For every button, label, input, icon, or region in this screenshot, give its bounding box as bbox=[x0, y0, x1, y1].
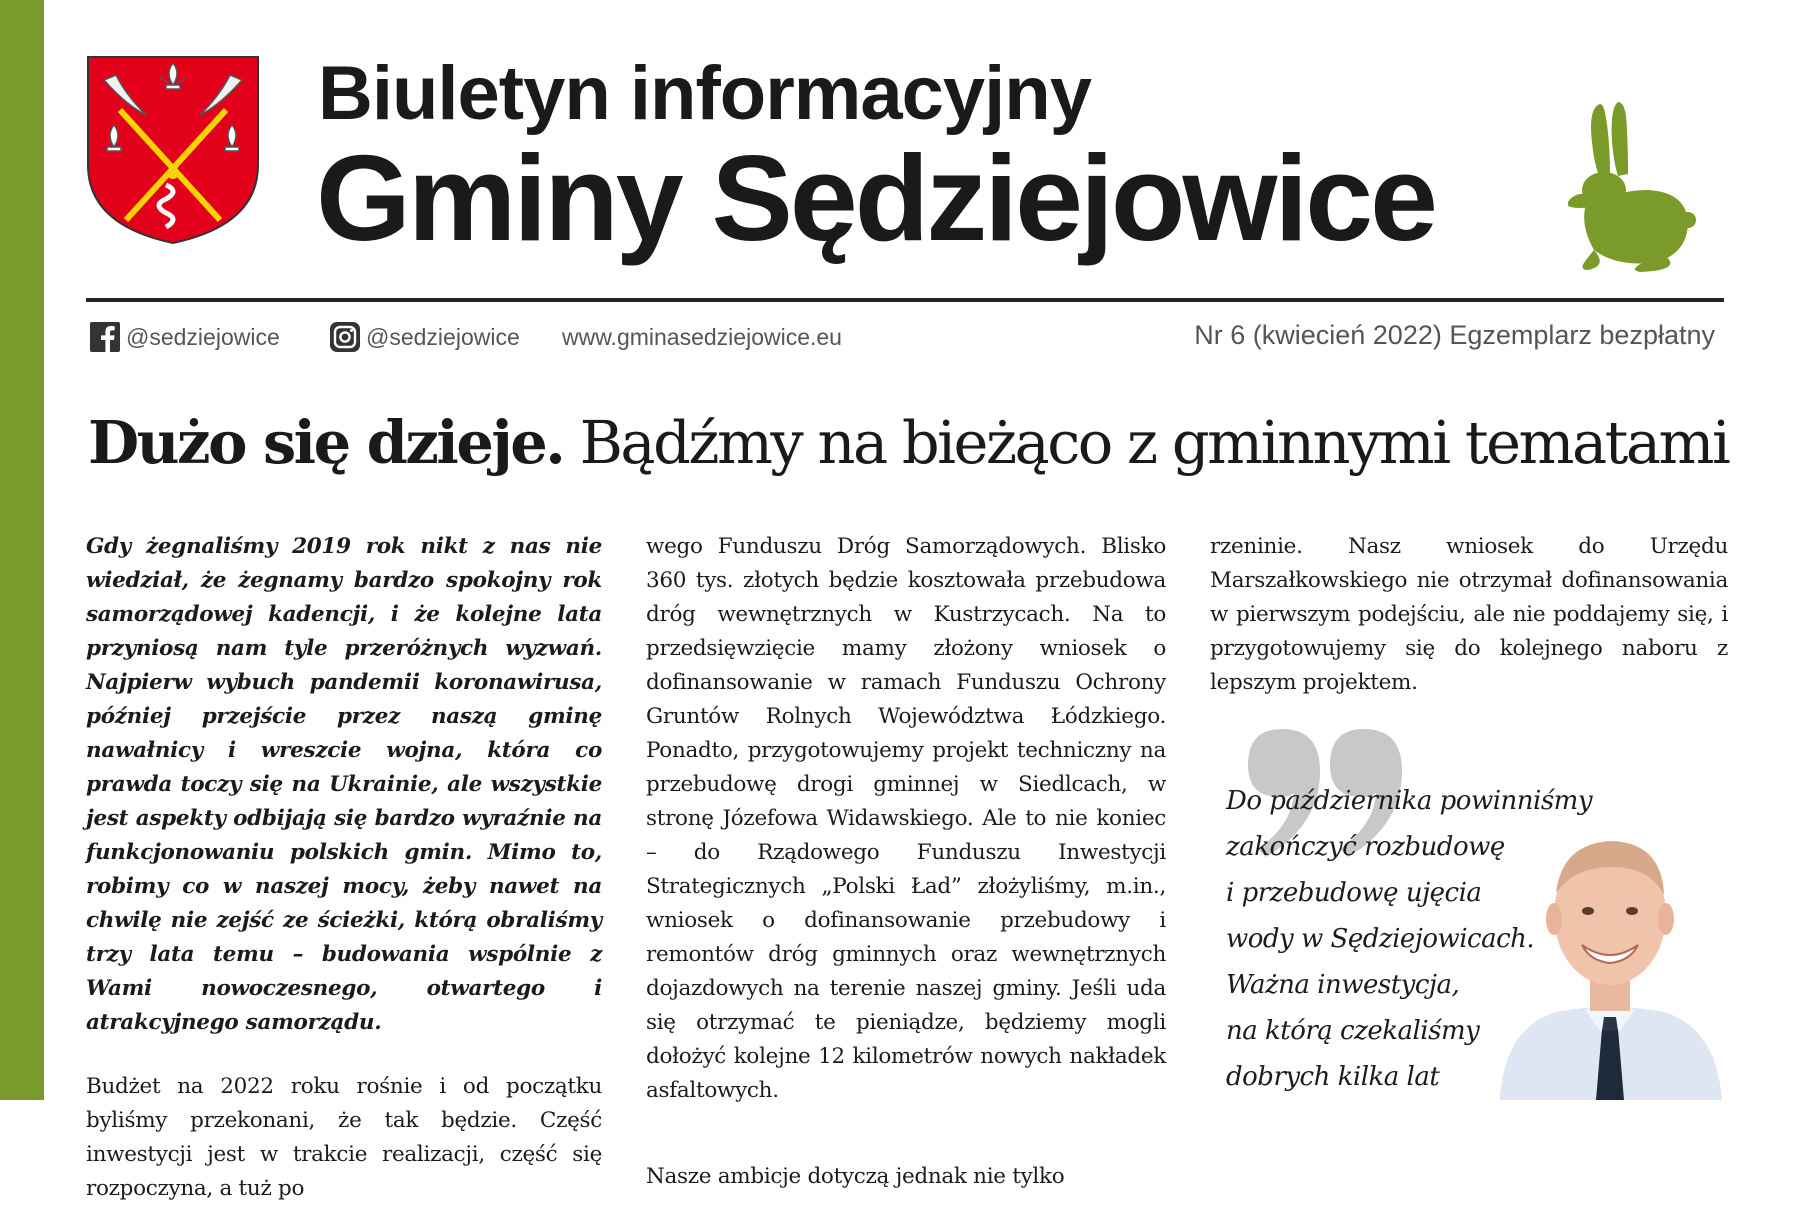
pull-quote-line: Do października powinniśmy bbox=[1226, 786, 1593, 816]
article-column-3 bbox=[1210, 530, 1728, 700]
pull-quote-line: dobrych kilka lat bbox=[1226, 1062, 1440, 1092]
pull-quote-line: wody w Sędziejowicach. bbox=[1226, 924, 1535, 954]
article-paragraph: wego Funduszu Dróg Samorządowych. Blisko 360 tys. złotych będzie kosztowała przebudowa dróg wewnętrznych w Kustrzycach. Na to przedsięwzięcie mamy złożony wniosek o dofinansowanie w ramach Funduszu Ochrony Gruntów Rolnych Województwa Łódzkiego. Ponadto, przygotowujemy projekt techniczny na przebudowę drogi gminnej w Siedlcach, w stronę Józefowa Widawskiego. Ale to nie koniec – do Rządowego Funduszu Inwestycji Strategicznych „Polski Ład” złożyliśmy, m.in., wniosek o dofinansowanie przebudowy i remontów dróg gminnych oraz wewnętrznych dojazdowych na terenie naszej gminy. Jeśli uda się otrzymać te pieniądze, będziemy mogli dołożyć kolejne 12 kilometrów nowych nakładek asfaltowych. bbox=[646, 534, 1166, 1103]
facebook-icon bbox=[90, 322, 120, 352]
bulletin-title: Biuletyn informacyjny bbox=[318, 51, 1091, 136]
article-column-1 bbox=[86, 530, 602, 1206]
article-paragraph: Budżet na 2022 roku rośnie i od początku byliśmy przekonani, że tak będzie. Część inwestycji jest w trakcie realizacji, część się rozpoczyna, a tuż po bbox=[86, 1074, 602, 1201]
accent-bar bbox=[0, 0, 44, 1100]
hare-icon bbox=[1548, 102, 1696, 274]
header-divider bbox=[86, 298, 1724, 302]
headline-bold: Dużo się dzieje. bbox=[88, 408, 564, 477]
facebook-handle: @sedziejowice bbox=[126, 323, 280, 350]
coat-of-arms-icon bbox=[86, 55, 260, 245]
instagram-handle: @sedziejowice bbox=[366, 323, 520, 350]
pull-quote-line: zakończyć rozbudowę bbox=[1226, 832, 1505, 862]
pull-quote-line: na którą czekaliśmy bbox=[1226, 1016, 1480, 1046]
portrait-photo bbox=[1490, 815, 1730, 1100]
pull-quote-line: Ważna inwestycja, bbox=[1226, 970, 1460, 1000]
article-headline bbox=[88, 408, 1748, 477]
instagram-link[interactable] bbox=[330, 320, 520, 354]
municipality-title: Gminy Sędziejowice bbox=[316, 130, 1435, 266]
facebook-link[interactable] bbox=[90, 320, 280, 354]
pull-quote-line: i przebudowę ujęcia bbox=[1226, 878, 1482, 908]
website-link[interactable]: www.gminasedziejowice.eu bbox=[562, 323, 842, 350]
article-column-2 bbox=[646, 530, 1166, 1194]
article-lead: Gdy żegnaliśmy 2019 rok nikt z nas nie wiedział, że żegnamy bardzo spokojny rok samorządowej kadencji, i że kolejne lata przyniosą nam tyle przeróżnych wyzwań. Najpierw wybuch pandemii koronawirusa, później przejście przez naszą gminę nawałnicy i wreszcie wojna, która co prawda toczy się na Ukrainie, ale wszystkie jest aspekty odbijają się bardzo wyraźnie na funkcjonowaniu polskich gmin. Mimo to, robimy co w naszej mocy, żeby nawet na chwilę nie zejść ze ścieżki, którą obraliśmy trzy lata temu – budowania wspólnie z Wami nowoczesnego, otwartego i atrakcyjnego samorządu. bbox=[86, 534, 602, 1035]
headline-regular: Bądźmy na bieżąco z gminnymi tematami bbox=[563, 408, 1729, 477]
article-paragraph: Nasze ambicje dotyczą jednak nie tylko bbox=[646, 1164, 1065, 1189]
article-paragraph: rzeninie. Nasz wniosek do Urzędu Marszałkowskiego nie otrzymał dofinansowania w pierwszym podejściu, ale nie poddajemy się, i przygotowujemy się do kolejnego naboru z lepszym projektem. bbox=[1210, 534, 1728, 695]
instagram-icon bbox=[330, 322, 360, 352]
issue-info: Nr 6 (kwiecień 2022) Egzemplarz bezpłatny bbox=[1194, 320, 1715, 350]
